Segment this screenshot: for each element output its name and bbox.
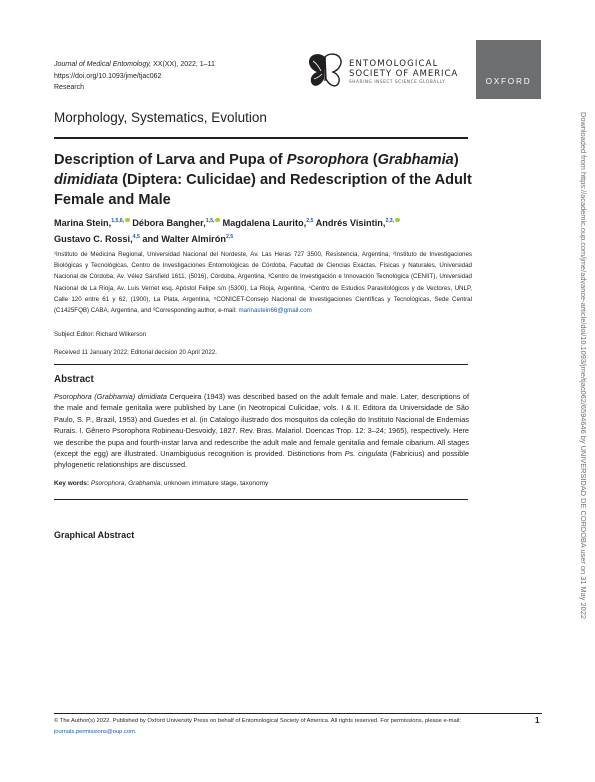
download-note-text: Downloaded from https://academic.oup.com/jme/advance-article/doi/10.1093/jme/tjac062/6594646 by UNIVERSIDAD DE CORDOBA user on 31 May 2022 bbox=[579, 112, 588, 619]
abstract-text2: (Fabricius) and possible phylogenetic relationships are discussed. bbox=[54, 449, 469, 470]
abstract-heading: Abstract bbox=[54, 374, 94, 385]
author-name[interactable]: Gustavo C. Rossi, bbox=[54, 234, 133, 244]
doi-link[interactable]: https://doi.org/10.1093/jme/tjac062 bbox=[54, 72, 162, 80]
top-rule bbox=[54, 137, 468, 139]
title-part1: Description of Larva and Pupa of bbox=[54, 152, 287, 168]
author-affil-sup: 1,5,6, bbox=[111, 218, 125, 224]
title-subgenus: Grabhamia bbox=[377, 152, 454, 168]
author-name[interactable]: and Walter Almirón bbox=[142, 234, 226, 244]
received-dates: Received 11 January 2022; Editorial decision 20 April 2022. bbox=[54, 349, 217, 356]
esa-line2: SOCIETY OF AMERICA bbox=[349, 69, 459, 79]
divider bbox=[54, 364, 468, 365]
esa-logo bbox=[303, 51, 473, 89]
abstract-species2: Ps. cingulata bbox=[344, 449, 388, 459]
orcid-icon[interactable] bbox=[125, 218, 130, 223]
abstract-text1: Cerqueira (1943) was described based on the adult female and male. Later, descriptions of the male and female genitalia were published by Lane (in Neotropical Culicidae, vols. I & II. Editora da Universidade de São Paulo, S. P., Brazil, 1953) and Guedes et al. (in Catalogo ilustrado dos mosquitos da coleção do Instituto Nacional de Endemias Rurais. I. Gênero Psorophora Robineau-Desvoidy, 1827. Rev. Bras. Malariol. Doencas Trop. 12: 3–24; 1965), respectively. Here we describe the pupa and fourth-instar larva and redescribe the adult male and female genitalia and female cibarium. All stages (except the egg) are illustrated. Unambiguous recognition is provided. Distinctions from bbox=[54, 392, 470, 459]
permissions-email-link[interactable]: journals.permissions@oup.com. bbox=[54, 729, 137, 735]
title-part3: ) bbox=[453, 152, 459, 168]
title-part4: (Diptera: Culicidae) and Redescription of the Adult Female and Male bbox=[54, 172, 472, 208]
author-name[interactable]: Magdalena Laurito, bbox=[222, 218, 307, 228]
divider bbox=[54, 499, 468, 500]
corresponding-email-link[interactable]: marinastein66@gmail.com bbox=[238, 307, 312, 315]
esa-line1: ENTOMOLOGICAL bbox=[349, 59, 439, 69]
keyword: Psorophora bbox=[90, 480, 125, 487]
title-part2: ( bbox=[368, 152, 378, 168]
keyword-sep: , bbox=[124, 480, 129, 487]
oxford-wordmark: OXFORD bbox=[485, 77, 532, 86]
author-name[interactable]: Andrés Visintin, bbox=[315, 218, 386, 228]
title-species: dimidiata bbox=[54, 172, 119, 188]
abstract-species: Psorophora (Grabhamia) dimidiata bbox=[54, 392, 167, 401]
butterfly-icon bbox=[303, 51, 347, 89]
page-number: 1 bbox=[535, 716, 540, 725]
footer-copyright bbox=[54, 716, 514, 738]
author-affil-sup: 2,3, bbox=[385, 218, 395, 224]
article-title bbox=[54, 150, 474, 210]
keywords-label: Key words: bbox=[54, 480, 90, 487]
journal-meta bbox=[54, 59, 215, 94]
author-affil-sup: 2,5 bbox=[225, 234, 234, 240]
abstract-body bbox=[54, 391, 469, 471]
subject-editor: Subject Editor: Richard Wilkerson bbox=[54, 331, 147, 338]
author-list bbox=[54, 214, 474, 246]
affiliations bbox=[54, 249, 472, 316]
graphical-abstract-heading: Graphical Abstract bbox=[54, 530, 135, 540]
title-genus: Psorophora bbox=[286, 152, 369, 168]
author-affil-sup: 1,5, bbox=[205, 218, 215, 224]
affiliations-text: ¹Instituto de Medicina Regional, Universidad Nacional del Nordeste, Av. Las Heras 727 3500, Resistencia, Argentina, ²Instituto de Investigaciones Biológicas y Tecnológicas, Centro de Investigaciones Entomológicas de Córdoba, Facultad de Ciencias Exactas, Físicas y Naturales, Universidad Nacional de Córdoba, Av. Vélez Sársfield 1611, (5016), Córdoba, Argentina, ³Centro de Investigación e Innovación Tecnológica (CENIIT), Universidad Nacional de La Rioja, Av. Luis Vernet esq. Apóstol Felipe s/n (5300), La Rioja, Argentina, ⁴Centro de Estudios Parasitológicos y de Vectores, UNLP, Calle 120 entre 61 y 62, (1900), La Plata, Argentina, ⁵CONICET-Consejo Nacional de Investigaciones Científicas y Tecnológicas, Sede Central (C1425FQB) CABA, Argentina, and ⁶Corresponding author, e-mail: bbox=[54, 251, 472, 315]
footer-rule bbox=[54, 713, 542, 714]
author-affil-sup: 2,5 bbox=[306, 218, 314, 224]
orcid-icon[interactable] bbox=[215, 218, 220, 223]
author-affil-sup: 4,5 bbox=[132, 234, 140, 240]
keyword: Grabhamia bbox=[128, 480, 161, 487]
copyright-text: © The Author(s) 2022. Published by Oxford University Press on behalf of Entomological Society of America. All rights reserved. For permissions, please e-mail: bbox=[54, 718, 461, 724]
author-name[interactable]: Marina Stein, bbox=[54, 218, 112, 228]
journal-citation bbox=[54, 59, 215, 71]
article-type: Research bbox=[54, 84, 84, 91]
keywords bbox=[54, 480, 268, 487]
journal-name: Journal of Medical Entomology, bbox=[54, 61, 152, 68]
section-heading: Morphology, Systematics, Evolution bbox=[54, 110, 267, 125]
esa-wordmark bbox=[349, 59, 458, 85]
esa-tagline: SHARING INSECT SCIENCE GLOBALLY bbox=[349, 79, 446, 84]
download-note bbox=[574, 112, 588, 667]
oxford-logo bbox=[476, 40, 541, 99]
author-name[interactable]: Débora Bangher, bbox=[132, 218, 206, 228]
orcid-icon[interactable] bbox=[395, 218, 400, 223]
journal-issue: XX(XX), 2022, 1–11 bbox=[151, 61, 215, 68]
keyword-rest: , unknown immature stage, taxonomy bbox=[160, 480, 269, 487]
